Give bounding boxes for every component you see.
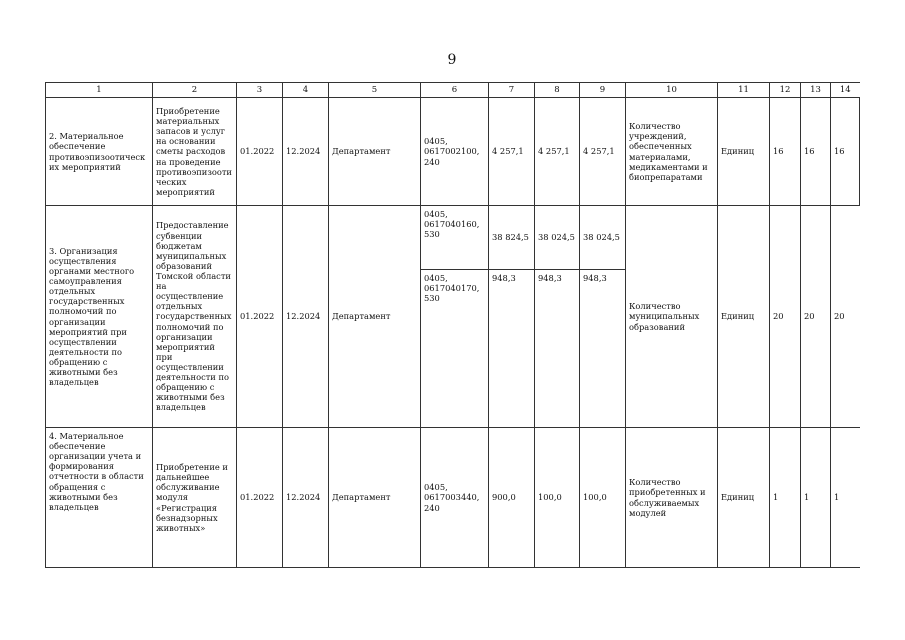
- start-date: 01.2022: [237, 206, 283, 428]
- column-header: 6: [421, 83, 489, 98]
- end-date: 12.2024: [283, 206, 329, 428]
- table-row: [46, 428, 860, 568]
- column-header: 7: [489, 83, 535, 98]
- column-header: 2: [153, 83, 237, 98]
- value-col-13: 20: [801, 206, 831, 428]
- activity-name: 3. Организация осуществления органами местного самоуправления отдельных государственных полномочий по организации мероприятий при осуществлении деятельности по обращению с животными без владельцев: [46, 206, 153, 428]
- value-col-7: 38 824,5: [489, 206, 535, 270]
- value-col-9: 100,0: [580, 428, 626, 568]
- value-col-8: 100,0: [535, 428, 580, 568]
- column-header: 5: [329, 83, 421, 98]
- activity-action: Приобретение материальных запасов и услуг на основании сметы расходов на проведение противоэпизоотических мероприятий: [153, 98, 237, 206]
- value-col-9: 4 257,1: [580, 98, 626, 206]
- value-col-12: 20: [770, 206, 801, 428]
- unit: Единиц: [718, 428, 770, 568]
- value-col-9: 948,3: [580, 270, 626, 428]
- value-col-12: 16: [770, 98, 801, 206]
- budget-code: 0405, 0617002100, 240: [421, 98, 489, 206]
- value-col-14: 20: [831, 206, 860, 428]
- indicator: Количество учреждений, обеспеченных материалами, медикаментами и биопрепаратами: [626, 98, 718, 206]
- value-col-9: 38 024,5: [580, 206, 626, 270]
- value-col-13: 16: [801, 98, 831, 206]
- start-date: 01.2022: [237, 98, 283, 206]
- table-row: [46, 206, 860, 270]
- column-header: 8: [535, 83, 580, 98]
- indicator: Количество муниципальных образований: [626, 206, 718, 428]
- value-col-8: 948,3: [535, 270, 580, 428]
- column-header: 1: [46, 83, 153, 98]
- activity-action: Предоставление субвенции бюджетам муниципальных образований Томской области на осуществление отдельных государственных полномочий по организации мероприятий при осуществлении деятельности по обращению с животными без владельцев: [153, 206, 237, 428]
- column-header: 14: [831, 83, 860, 98]
- budget-code: 0405, 0617040160, 530: [421, 206, 489, 270]
- value-col-7: 4 257,1: [489, 98, 535, 206]
- activity-action: Приобретение и дальнейшее обслуживание модуля «Регистрация безнадзорных животных»: [153, 428, 237, 568]
- column-header: 13: [801, 83, 831, 98]
- value-col-14: 16: [831, 98, 860, 206]
- unit: Единиц: [718, 206, 770, 428]
- column-header: 11: [718, 83, 770, 98]
- column-header: 10: [626, 83, 718, 98]
- value-col-12: 1: [770, 428, 801, 568]
- table-row: [46, 98, 860, 206]
- program-activities-table: [45, 82, 860, 568]
- value-col-14: 1: [831, 428, 860, 568]
- column-numbers-row: [46, 83, 860, 98]
- indicator: Количество приобретенных и обслуживаемых модулей: [626, 428, 718, 568]
- activity-name: 4. Материальное обеспечение организации учета и формирования отчетности в области обращения с животными без владельцев: [46, 428, 153, 568]
- column-header: 12: [770, 83, 801, 98]
- executor: Департамент: [329, 428, 421, 568]
- unit: Единиц: [718, 98, 770, 206]
- budget-code: 0405, 0617003440, 240: [421, 428, 489, 568]
- column-header: 9: [580, 83, 626, 98]
- column-header: 4: [283, 83, 329, 98]
- value-col-13: 1: [801, 428, 831, 568]
- end-date: 12.2024: [283, 428, 329, 568]
- value-col-7: 900,0: [489, 428, 535, 568]
- value-col-8: 4 257,1: [535, 98, 580, 206]
- start-date: 01.2022: [237, 428, 283, 568]
- activity-name: 2. Материальное обеспечение противоэпизоотических мероприятий: [46, 98, 153, 206]
- value-col-8: 38 024,5: [535, 206, 580, 270]
- value-col-7: 948,3: [489, 270, 535, 428]
- column-header: 3: [237, 83, 283, 98]
- executor: Департамент: [329, 206, 421, 428]
- page-number: 9: [447, 52, 457, 68]
- end-date: 12.2024: [283, 98, 329, 206]
- budget-code: 0405, 0617040170, 530: [421, 270, 489, 428]
- executor: Департамент: [329, 98, 421, 206]
